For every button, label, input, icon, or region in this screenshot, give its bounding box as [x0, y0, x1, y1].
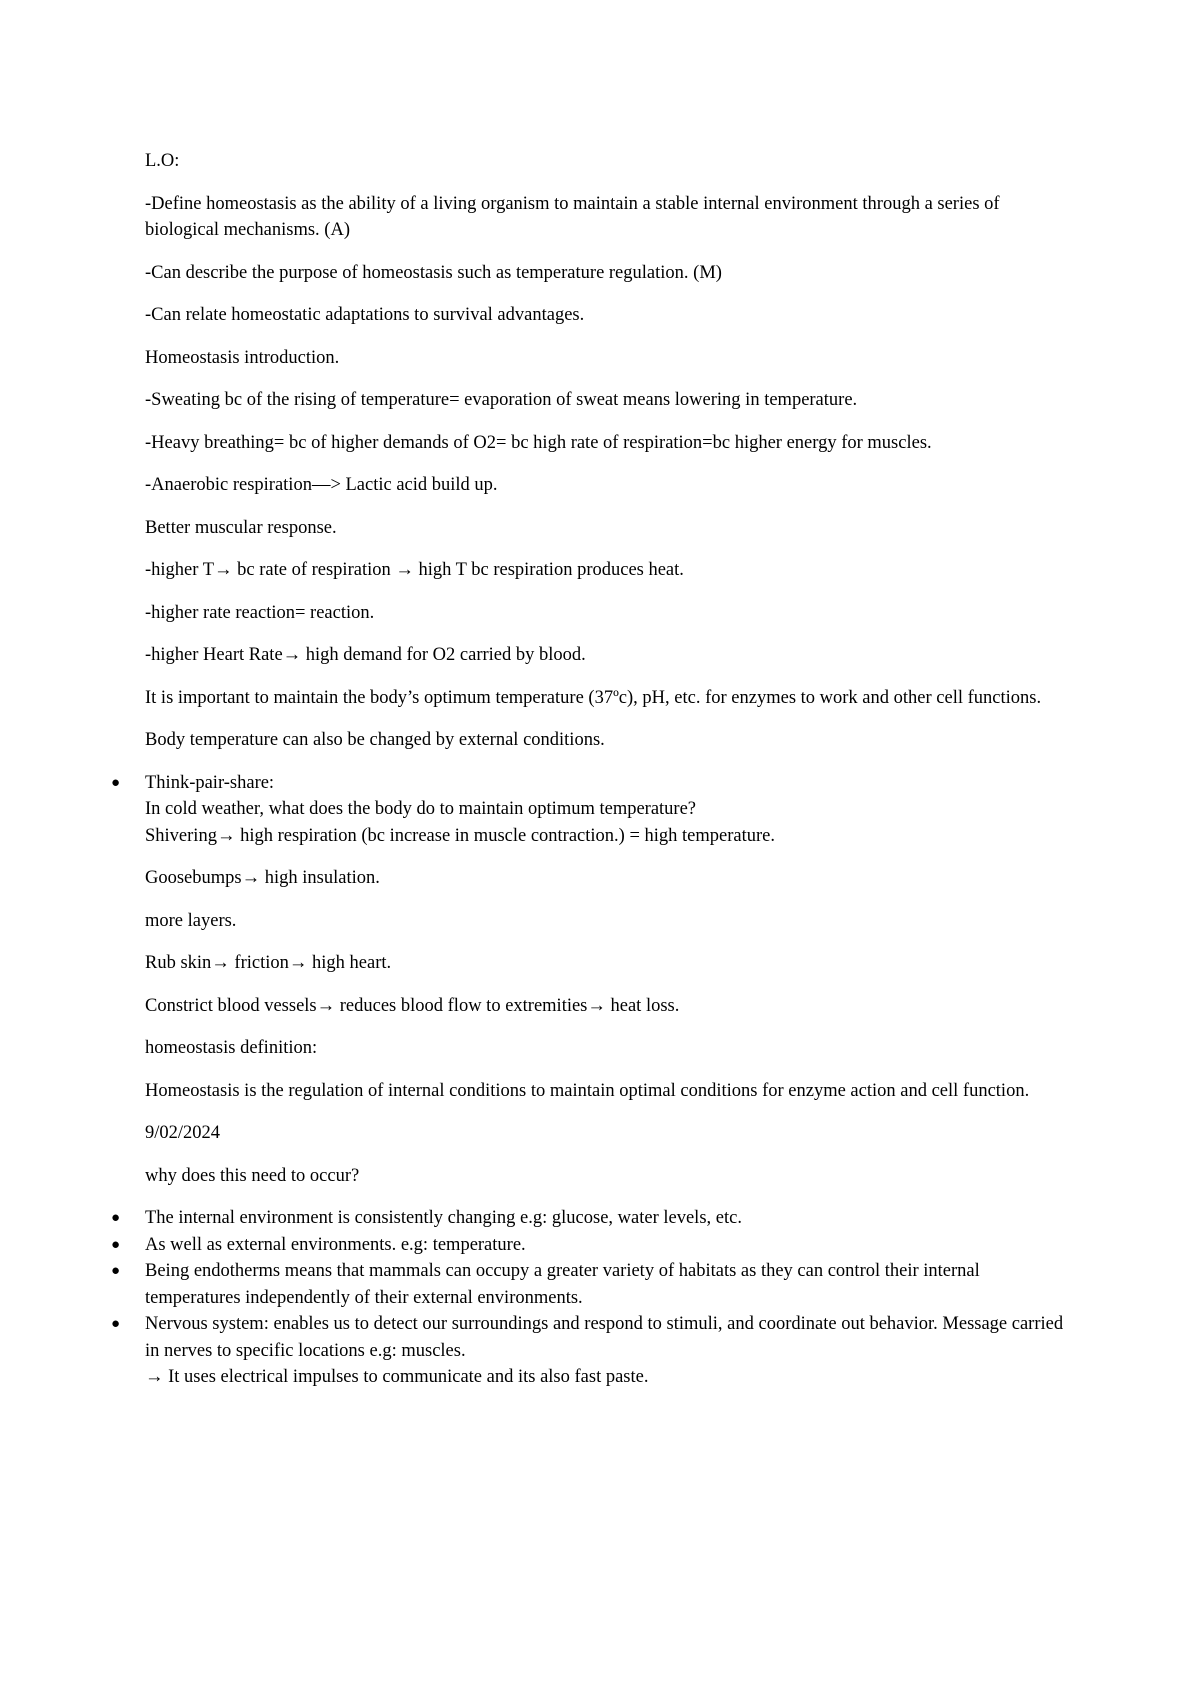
intro-note-muscular: Better muscular response.: [145, 517, 337, 538]
why-bullet-text: The internal environment is consistently changing e.g: glucose, water levels, etc.: [145, 1208, 742, 1228]
cold-response-shivering: Shivering→ high respiration (bc increase in muscle contraction.) = high temperature.: [145, 825, 775, 846]
intro-note-breathing: -Heavy breathing= bc of higher demands of O2= bc high rate of respiration=bc higher energy for muscles.: [145, 432, 932, 453]
intro-note-external: Body temperature can also be changed by external conditions.: [145, 730, 605, 750]
nervous-followup: → It uses electrical impulses to communicate and its also fast paste.: [145, 1367, 649, 1387]
why-bullet-list: [111, 1205, 1065, 1391]
list-item: [111, 1311, 1065, 1391]
lo-heading: L.O:: [145, 151, 180, 171]
bullet-icon: ●: [111, 1316, 121, 1332]
why-bullet-text: Being endotherms means that mammals can occupy a greater variety of habitats as they can control their internal temperatures independently of their external environments.: [145, 1261, 980, 1308]
document-body: [111, 148, 1065, 1391]
list-item: [111, 1205, 1065, 1232]
bullet-icon: ●: [111, 1210, 121, 1226]
intro-heading: Homeostasis introduction.: [145, 347, 340, 368]
definition-text: Homeostasis is the regulation of internal conditions to maintain optimal conditions for enzyme action and cell function.: [145, 1080, 1030, 1101]
list-item: [111, 1232, 1065, 1259]
intro-note-reaction: -higher rate reaction= reaction.: [145, 602, 375, 623]
intro-note-optimum: It is important to maintain the body’s optimum temperature (37ºc), pH, etc. for enzymes to work and other cell functions.: [145, 687, 1042, 708]
intro-note-sweating: -Sweating bc of the rising of temperature= evaporation of sweat means lowering in temperature.: [145, 390, 858, 410]
objective-2: -Can describe the purpose of homeostasis such as temperature regulation. (M): [145, 262, 722, 283]
why-bullet-text: As well as external environments. e.g: temperature.: [145, 1234, 526, 1255]
definition-heading: homeostasis definition:: [145, 1038, 318, 1058]
cold-response-constrict: Constrict blood vessels→ reduces blood flow to extremities→ heat loss.: [145, 995, 680, 1016]
bullet-icon: ●: [111, 1263, 121, 1279]
cold-response-rub-skin: Rub skin→ friction→ high heart.: [145, 953, 392, 973]
why-question: why does this need to occur?: [145, 1165, 360, 1186]
bullet-icon: ●: [111, 774, 121, 791]
date-label: 9/02/2024: [145, 1123, 221, 1143]
intro-note-higher-t: -higher T→ bc rate of respiration → high T bc respiration produces heat.: [145, 560, 684, 580]
think-pair-share-label: Think-pair-share:: [145, 772, 275, 793]
list-item: [111, 1258, 1065, 1311]
list-item: [111, 770, 1065, 823]
think-pair-share-list: [111, 770, 1065, 823]
why-bullet-text: Nervous system: enables us to detect our surroundings and respond to stimuli, and coordinate out behavior. Message carried in nerves to specific locations e.g: muscles.: [145, 1314, 1064, 1361]
think-pair-share-question: In cold weather, what does the body do to maintain optimum temperature?: [145, 799, 697, 819]
cold-response-goosebumps: Goosebumps→ high insulation.: [145, 868, 380, 888]
objective-3: -Can relate homeostatic adaptations to survival advantages.: [145, 305, 585, 325]
objective-1: -Define homeostasis as the ability of a living organism to maintain a stable internal environment through a series of biological mechanisms. (A): [145, 193, 1000, 240]
intro-note-heart-rate: -higher Heart Rate→ high demand for O2 carried by blood.: [145, 645, 586, 665]
bullet-icon: ●: [111, 1236, 121, 1253]
intro-note-anaerobic: -Anaerobic respiration—> Lactic acid build up.: [145, 475, 498, 495]
cold-response-layers: more layers.: [145, 910, 237, 931]
